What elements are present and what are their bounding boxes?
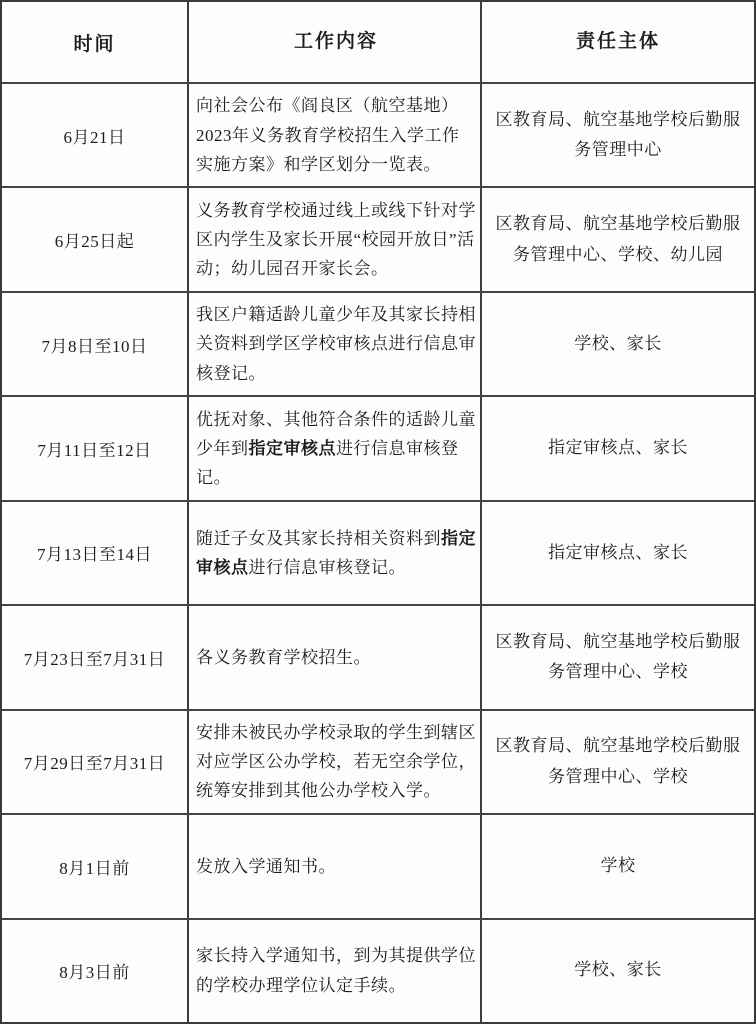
table-row — [2, 500, 754, 604]
time-cell: 7月29日至7月31日 — [23, 754, 166, 774]
work-content-cell: 向社会公布《阎良区（航空基地）2023年义务教育学校招生入学工作实施方案》和学区划分一览表。 — [187, 84, 480, 186]
work-content-cell: 优抚对象、其他符合条件的适龄儿童少年到指定审核点进行信息审核登记。 — [187, 397, 480, 499]
responsible-entity-cell: 学校、家长 — [480, 920, 754, 1022]
work-content-cell: 安排未被民办学校录取的学生到辖区对应学区公办学校，若无空余学位，统筹安排到其他公办学校入学。 — [187, 711, 480, 813]
table-row — [2, 82, 754, 186]
time-cell: 6月25日起 — [54, 232, 135, 252]
header-cell-time: 时间 — [73, 33, 116, 55]
time-cell: 7月11日至12日 — [37, 441, 152, 461]
table-row — [2, 291, 754, 395]
header-cell-work-content: 工作内容 — [187, 2, 480, 82]
table-row — [2, 813, 754, 917]
table-row — [2, 918, 754, 1022]
work-content-cell: 随迁子女及其家长持相关资料到指定审核点进行信息审核登记。 — [187, 502, 480, 604]
work-content-cell: 各义务教育学校招生。 — [187, 606, 480, 708]
time-cell: 8月1日前 — [59, 858, 130, 878]
time-cell: 8月3日前 — [59, 963, 130, 983]
responsible-entity-cell: 区教育局、航空基地学校后勤服务管理中心、学校、幼儿园 — [480, 188, 754, 290]
work-content-cell: 义务教育学校通过线上或线下针对学区内学生及家长开展“校园开放日”活动；幼儿园召开家长会。 — [187, 188, 480, 290]
time-cell: 7月8日至10日 — [41, 336, 148, 356]
time-cell: 6月21日 — [63, 127, 126, 147]
table-header-row — [2, 2, 754, 82]
responsible-entity-cell: 学校、家长 — [480, 293, 754, 395]
responsible-entity-cell: 指定审核点、家长 — [480, 502, 754, 604]
time-cell: 7月13日至14日 — [37, 545, 152, 565]
time-cell: 7月23日至7月31日 — [23, 649, 166, 669]
table-row — [2, 186, 754, 290]
table-row — [2, 709, 754, 813]
responsible-entity-cell: 指定审核点、家长 — [480, 397, 754, 499]
table-row — [2, 604, 754, 708]
table-row — [2, 395, 754, 499]
header-cell-responsible-entity: 责任主体 — [480, 2, 754, 82]
responsible-entity-cell: 学校 — [480, 815, 754, 917]
work-content-cell: 家长持入学通知书，到为其提供学位的学校办理学位认定手续。 — [187, 920, 480, 1022]
responsible-entity-cell: 区教育局、航空基地学校后勤服务管理中心 — [480, 84, 754, 186]
work-content-cell: 发放入学通知书。 — [187, 815, 480, 917]
responsible-entity-cell: 区教育局、航空基地学校后勤服务管理中心、学校 — [480, 711, 754, 813]
work-content-cell: 我区户籍适龄儿童少年及其家长持相关资料到学区学校审核点进行信息审核登记。 — [187, 293, 480, 395]
responsible-entity-cell: 区教育局、航空基地学校后勤服务管理中心、学校 — [480, 606, 754, 708]
